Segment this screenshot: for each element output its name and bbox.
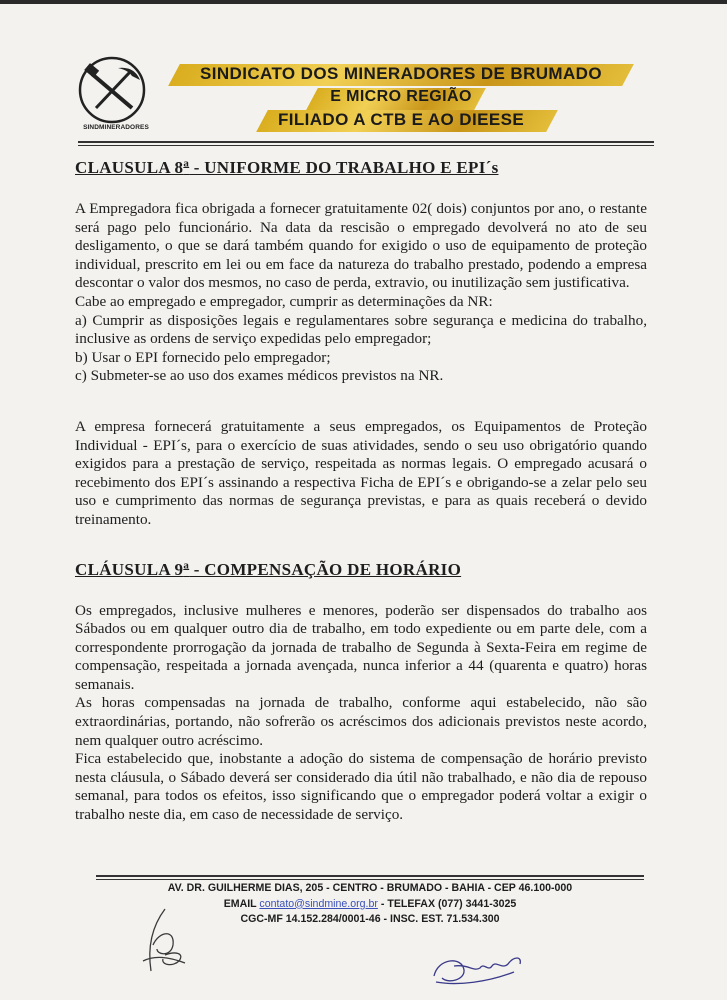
union-name: SINDICATO DOS MINERADORES DE BRUMADO: [200, 64, 602, 83]
footer-email-link[interactable]: contato@sindmine.org.br: [259, 897, 378, 910]
union-affiliation: FILIADO A CTB E AO DIEESE: [277, 110, 525, 129]
header-divider: [78, 145, 654, 146]
clause-8-epi-paragraph: A empresa fornecerá gratuitamente a seus empregados, os Equipamentos de Proteção Individual - EPI´s, para o exercício de suas atividades, sendo o seu uso obrigatório quando exigidos para a prestação de serviço, respeitada as normas legais. O empregado acusará o recebimento dos EPI´s assinando a respectiva Ficha de EPI´s e obrigando-se a zelar pelo seu uso e cumprimento das normas de segurança previstas, e para as quais receberá o devido treinamento.: [75, 417, 647, 528]
signature-right-icon: [428, 942, 528, 990]
footer-email-label: EMAIL: [223, 897, 257, 910]
clause-8-item: c) Submeter-se ao uso dos exames médicos previstos na NR.: [75, 367, 444, 385]
clause-8-paragraph: A Empregadora fica obrigada a fornecer gratuitamente 02( dois) conjuntos por ano, o restante será pago pelo funcionário. Na data da rescisão o empregado devolverá no ato de seu desligamento, o que se dará também quando for exigido o uso de equipamento de proteção individual, prescrito em lei ou em face da natureza do trabalho prestado, podendo a empresa descontar o valor dos mesmos, no caso de perda, extravio, ou inutilização sem justificativa.: [75, 200, 647, 292]
union-logo-icon: [74, 54, 154, 134]
header-divider: [78, 141, 654, 143]
footer-divider: [96, 875, 644, 877]
signature-left-icon: [135, 905, 195, 977]
clause-9-paragraph: As horas compensadas na jornada de trabalho, conforme aqui estabelecido, não são extraordinárias, portando, não sofrerão os acréscimos dos adicionais previstos neste acordo, nem qualquer outro acréscimo.: [75, 694, 647, 749]
scan-edge: [0, 0, 727, 4]
clause-9-heading: CLÁUSULA 9$^a$ - COMPENSAÇÃO DE HORÁRIO: [75, 558, 462, 579]
clause-8-item: a) Cumprir as disposições legais e regulamentares sobre segurança e medicina do trabalho, inclusive as ordens de serviço expedidas pelo empregador;: [75, 311, 647, 348]
footer-phone: - TELEFAX (077) 3441-3025: [377, 897, 517, 910]
footer-divider: [96, 879, 644, 880]
footer-address: AV. DR. GUILHERME DIAS, 205 - CENTRO - BRUMADO - BAHIA - CEP 46.100-000: [167, 882, 573, 894]
union-banner: [166, 62, 636, 134]
clause-9-paragraph: Fica estabelecido que, inobstante a adoção do sistema de compensação de horário previsto nesta cláusula, o Sábado deverá ser considerado dia útil não trabalhado, e não dia de repouso semanal, para todos os efeitos, isso significando que o empregador poderá voltar a exigir o trabalho neste dia, em caso de necessidade de serviço.: [75, 750, 647, 824]
clause-8-heading: CLAUSULA 8$^a$ - UNIFORME DO TRABALHO E EPI´s: [75, 157, 499, 177]
logo-caption: SINDMINERADORES: [83, 124, 149, 131]
clause-9-paragraph: Os empregados, inclusive mulheres e menores, poderão ser dispensados do trabalho aos Sábados ou em qualquer outro dia de trabalho, em todo expediente ou em parte dele, com a correspondente prorrogação da jornada de trabalho de Segunda à Sexta-Feira em regime de compensação, respeitada a jornada avençada, nunca inferior a 44 (quarenta e quatro) horas semanais.: [75, 601, 647, 693]
footer-registry: CGC-MF 14.152.284/0001-46 - INSC. EST. 71.534.300: [240, 913, 500, 925]
clause-8-item: b) Usar o EPI fornecido pelo empregador;: [75, 348, 331, 366]
clause-8-paragraph: Cabe ao empregado e empregador, cumprir as determinações da NR:: [75, 292, 493, 310]
union-region: E MICRO REGIÃO: [330, 88, 472, 105]
document-body: [75, 158, 647, 825]
